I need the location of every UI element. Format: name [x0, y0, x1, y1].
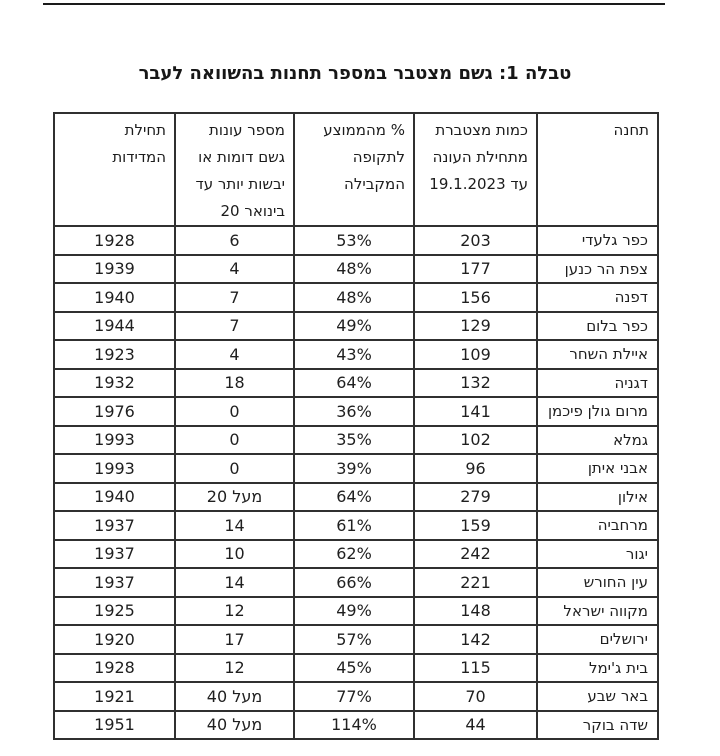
- table-row: [54, 711, 658, 740]
- cell-accumulated-amount: 129: [414, 312, 537, 341]
- page-top-rule: [43, 3, 665, 5]
- table-row: [54, 483, 658, 512]
- cell-accumulated-amount: 203: [414, 226, 537, 255]
- table-row: [54, 597, 658, 626]
- table-row: [54, 682, 658, 711]
- cell-measurements-start: 1920: [54, 625, 175, 654]
- table-row: [54, 625, 658, 654]
- cell-measurements-start: 1939: [54, 255, 175, 284]
- cell-percent-of-average: 48%: [294, 283, 414, 312]
- header-pct-line-1: % מהממוצע: [323, 121, 405, 139]
- cell-measurements-start: 1928: [54, 226, 175, 255]
- cell-similar-seasons: 4: [175, 255, 294, 284]
- header-amount-line-1: כמות מצטברת: [435, 121, 528, 139]
- table-row: [54, 369, 658, 398]
- cell-percent-of-average: 66%: [294, 568, 414, 597]
- header-pct-line-2: לתקופה: [352, 148, 405, 166]
- cell-similar-seasons: 18: [175, 369, 294, 398]
- cell-similar-seasons: 14: [175, 568, 294, 597]
- cell-percent-of-average: 61%: [294, 511, 414, 540]
- cell-station-name: ירושלים: [537, 625, 658, 654]
- cell-percent-of-average: 36%: [294, 397, 414, 426]
- cell-similar-seasons: 12: [175, 654, 294, 683]
- cell-accumulated-amount: 156: [414, 283, 537, 312]
- cell-similar-seasons: מעל 20: [175, 483, 294, 512]
- cell-accumulated-amount: 159: [414, 511, 537, 540]
- header-cell-accumulated-amount: [414, 113, 537, 226]
- cell-percent-of-average: 64%: [294, 483, 414, 512]
- table-row: [54, 226, 658, 255]
- cell-measurements-start: 1951: [54, 711, 175, 740]
- cell-accumulated-amount: 221: [414, 568, 537, 597]
- cell-accumulated-amount: 102: [414, 426, 537, 455]
- header-start-line-2: המדידות: [112, 148, 166, 166]
- cell-station-name: גמלא: [537, 426, 658, 455]
- cell-measurements-start: 1932: [54, 369, 175, 398]
- header-pct-line-3: המקבילה: [344, 175, 405, 193]
- cell-percent-of-average: 53%: [294, 226, 414, 255]
- table-row: [54, 568, 658, 597]
- cell-similar-seasons: 17: [175, 625, 294, 654]
- header-cell-similar-seasons: [175, 113, 294, 226]
- cell-similar-seasons: 7: [175, 312, 294, 341]
- cell-accumulated-amount: 109: [414, 340, 537, 369]
- cell-similar-seasons: 0: [175, 426, 294, 455]
- cell-similar-seasons: 4: [175, 340, 294, 369]
- table-row: [54, 426, 658, 455]
- header-amount-line-3: עד 19.1.2023: [429, 175, 528, 193]
- header-start-line-1: תחילת: [124, 121, 166, 139]
- cell-similar-seasons: מעל 40: [175, 711, 294, 740]
- cell-accumulated-amount: 148: [414, 597, 537, 626]
- cell-percent-of-average: 49%: [294, 597, 414, 626]
- cell-similar-seasons: 0: [175, 454, 294, 483]
- table-body: [54, 226, 658, 739]
- cell-station-name: אילון: [537, 483, 658, 512]
- table-header-row: [54, 113, 658, 226]
- header-amount-line-2: מתחילת העונה: [432, 148, 528, 166]
- cell-accumulated-amount: 279: [414, 483, 537, 512]
- cell-measurements-start: 1976: [54, 397, 175, 426]
- cell-station-name: יגור: [537, 540, 658, 569]
- cell-accumulated-amount: 115: [414, 654, 537, 683]
- cell-station-name: שדה בוקר: [537, 711, 658, 740]
- cell-percent-of-average: 49%: [294, 312, 414, 341]
- header-cell-measurements-start: [54, 113, 175, 226]
- table-row: [54, 283, 658, 312]
- cell-measurements-start: 1937: [54, 540, 175, 569]
- header-station-line: תחנה: [613, 121, 649, 139]
- cell-measurements-start: 1928: [54, 654, 175, 683]
- cell-measurements-start: 1925: [54, 597, 175, 626]
- cell-measurements-start: 1921: [54, 682, 175, 711]
- cell-percent-of-average: 77%: [294, 682, 414, 711]
- cell-similar-seasons: 12: [175, 597, 294, 626]
- table-row: [54, 454, 658, 483]
- cell-measurements-start: 1937: [54, 511, 175, 540]
- cell-station-name: מרחביה: [537, 511, 658, 540]
- cell-station-name: דפנה: [537, 283, 658, 312]
- cell-similar-seasons: 7: [175, 283, 294, 312]
- cell-measurements-start: 1937: [54, 568, 175, 597]
- table-row: [54, 540, 658, 569]
- cell-accumulated-amount: 44: [414, 711, 537, 740]
- table-row: [54, 654, 658, 683]
- header-cell-percent-of-average: [294, 113, 414, 226]
- cell-measurements-start: 1993: [54, 426, 175, 455]
- cell-percent-of-average: 45%: [294, 654, 414, 683]
- cell-station-name: מרום גולן פיכמן: [537, 397, 658, 426]
- table-row: [54, 312, 658, 341]
- rain-data-table: [53, 112, 659, 740]
- header-seasons-line-4: בינואר 20: [220, 202, 285, 220]
- header-seasons-line-2: גשם דומות או: [198, 148, 285, 166]
- cell-percent-of-average: 57%: [294, 625, 414, 654]
- cell-station-name: עין החורש: [537, 568, 658, 597]
- cell-percent-of-average: 48%: [294, 255, 414, 284]
- cell-accumulated-amount: 177: [414, 255, 537, 284]
- cell-accumulated-amount: 70: [414, 682, 537, 711]
- cell-station-name: איילת השחר: [537, 340, 658, 369]
- cell-accumulated-amount: 142: [414, 625, 537, 654]
- cell-measurements-start: 1993: [54, 454, 175, 483]
- header-cell-station: [537, 113, 658, 226]
- cell-station-name: כפר בלום: [537, 312, 658, 341]
- cell-percent-of-average: 62%: [294, 540, 414, 569]
- cell-similar-seasons: 14: [175, 511, 294, 540]
- cell-station-name: דגניה: [537, 369, 658, 398]
- cell-station-name: כפר גלעדי: [537, 226, 658, 255]
- cell-similar-seasons: 0: [175, 397, 294, 426]
- cell-percent-of-average: 43%: [294, 340, 414, 369]
- cell-similar-seasons: 10: [175, 540, 294, 569]
- table-row: [54, 255, 658, 284]
- page-title: טבלה 1: גשם מצטבר במספר תחנות בהשוואה לעבר: [138, 63, 572, 84]
- cell-measurements-start: 1944: [54, 312, 175, 341]
- cell-measurements-start: 1940: [54, 483, 175, 512]
- header-seasons-line-1: מספר עונות: [209, 121, 285, 139]
- cell-measurements-start: 1923: [54, 340, 175, 369]
- cell-accumulated-amount: 242: [414, 540, 537, 569]
- rain-table-container: [53, 112, 659, 740]
- cell-accumulated-amount: 141: [414, 397, 537, 426]
- cell-station-name: באר שבע: [537, 682, 658, 711]
- cell-station-name: בית ג'ימל: [537, 654, 658, 683]
- cell-percent-of-average: 39%: [294, 454, 414, 483]
- cell-station-name: צפת הר כנען: [537, 255, 658, 284]
- cell-accumulated-amount: 96: [414, 454, 537, 483]
- cell-station-name: אבני איתן: [537, 454, 658, 483]
- table-row: [54, 340, 658, 369]
- header-seasons-line-3: יבשות יותר עד: [195, 175, 285, 193]
- cell-percent-of-average: 35%: [294, 426, 414, 455]
- cell-similar-seasons: 6: [175, 226, 294, 255]
- cell-percent-of-average: 64%: [294, 369, 414, 398]
- cell-station-name: מקווה ישראל: [537, 597, 658, 626]
- table-row: [54, 511, 658, 540]
- cell-measurements-start: 1940: [54, 283, 175, 312]
- cell-accumulated-amount: 132: [414, 369, 537, 398]
- table-row: [54, 397, 658, 426]
- cell-percent-of-average: 114%: [294, 711, 414, 740]
- cell-similar-seasons: מעל 40: [175, 682, 294, 711]
